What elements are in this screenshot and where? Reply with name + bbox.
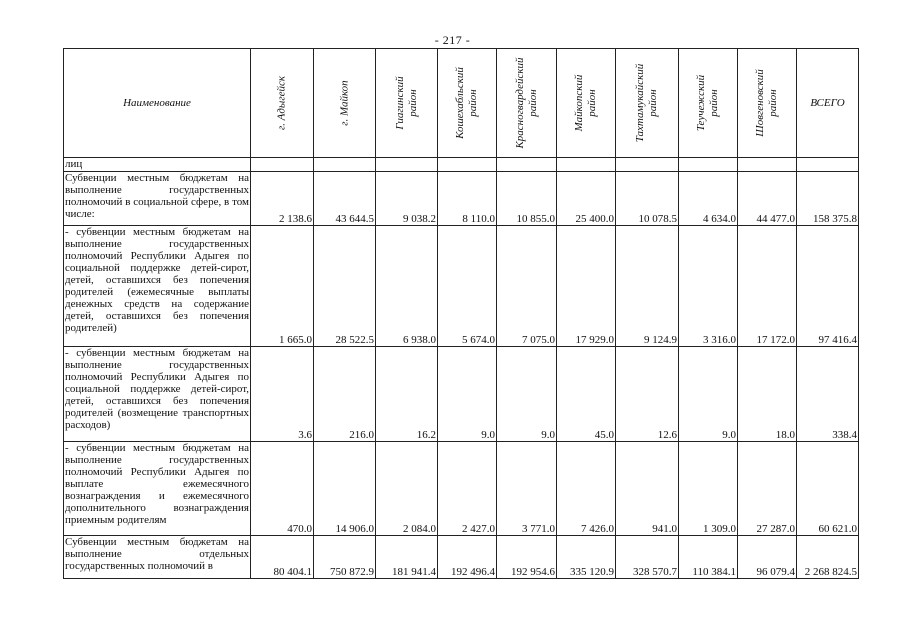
cell-value: 44 477.0 (738, 172, 797, 226)
cell-value: 1 309.0 (679, 442, 738, 536)
cell-value: 941.0 (616, 442, 679, 536)
page-number: - 217 - (434, 33, 471, 47)
table-row (64, 536, 859, 579)
column-header-total: ВСЕГО (797, 49, 859, 158)
cell-value: 192 954.6 (497, 536, 557, 579)
column-header-district: Тахтамукайский район (616, 49, 679, 158)
cell-value: 3.6 (251, 347, 314, 442)
table-row (64, 226, 859, 347)
cell-value: 12.6 (616, 347, 679, 442)
cell-total: 158 375.8 (797, 172, 859, 226)
cell-value: 8 110.0 (438, 172, 497, 226)
cell-value: 14 906.0 (314, 442, 376, 536)
cell-value: 2 084.0 (376, 442, 438, 536)
cell-value: 2 138.6 (251, 172, 314, 226)
row-name: Субвенции местным бюджетам на выполнение отдельных государственных полномочий в (64, 536, 251, 579)
header-row (64, 49, 859, 158)
table-row (64, 158, 859, 172)
cell-value: 3 316.0 (679, 226, 738, 347)
column-header-name: Наименование (64, 49, 251, 158)
cell-value: 4 634.0 (679, 172, 738, 226)
cell-total (797, 158, 859, 172)
cell-value: 2 427.0 (438, 442, 497, 536)
cell-value (438, 158, 497, 172)
cell-value: 181 941.4 (376, 536, 438, 579)
cell-value: 80 404.1 (251, 536, 314, 579)
row-name: - субвенции местным бюджетам на выполнение государственных полномочий Республики Адыгея по социальной поддержке детей-сирот, детей, оставшихся без попечения родителей (возмещение транспортных расходов) (64, 347, 251, 442)
column-header-district: Майкопский район (557, 49, 616, 158)
cell-value: 25 400.0 (557, 172, 616, 226)
cell-value: 5 674.0 (438, 226, 497, 347)
cell-value: 9.0 (497, 347, 557, 442)
cell-value (738, 158, 797, 172)
row-name: - субвенции местным бюджетам на выполнение государственных полномочий Республики Адыгея по социальной поддержке детей-сирот, детей, оставшихся без попечения родителей (ежемесячные выплаты денежных средств на содержание детей, оставшихся без попечения родителей) (64, 226, 251, 347)
cell-value: 1 665.0 (251, 226, 314, 347)
cell-value: 750 872.9 (314, 536, 376, 579)
cell-value: 470.0 (251, 442, 314, 536)
column-header-district: Красногвардейский район (497, 49, 557, 158)
cell-value: 45.0 (557, 347, 616, 442)
cell-value (314, 158, 376, 172)
cell-value (616, 158, 679, 172)
cell-value: 9 124.9 (616, 226, 679, 347)
cell-value: 17 929.0 (557, 226, 616, 347)
cell-value: 6 938.0 (376, 226, 438, 347)
row-name: - субвенции местным бюджетам на выполнение государственных полномочий Республики Адыгея по выплате ежемесячного вознаграждения и ежемесячного дополнительного вознаграждения приемным родителям (64, 442, 251, 536)
cell-value: 7 075.0 (497, 226, 557, 347)
cell-value: 192 496.4 (438, 536, 497, 579)
cell-total: 97 416.4 (797, 226, 859, 347)
table-row (64, 442, 859, 536)
cell-value (376, 158, 438, 172)
cell-value: 17 172.0 (738, 226, 797, 347)
cell-value: 27 287.0 (738, 442, 797, 536)
cell-value: 335 120.9 (557, 536, 616, 579)
cell-value: 28 522.5 (314, 226, 376, 347)
table-row (64, 172, 859, 226)
column-header-district: г. Майкоп (314, 49, 376, 158)
cell-value: 10 078.5 (616, 172, 679, 226)
cell-value (497, 158, 557, 172)
cell-value: 3 771.0 (497, 442, 557, 536)
table-row (64, 347, 859, 442)
column-header-district: Теучежский район (679, 49, 738, 158)
column-header-district: Кошехабльский район (438, 49, 497, 158)
cell-value: 10 855.0 (497, 172, 557, 226)
cell-total: 338.4 (797, 347, 859, 442)
cell-total: 2 268 824.5 (797, 536, 859, 579)
cell-value: 43 644.5 (314, 172, 376, 226)
cell-value (251, 158, 314, 172)
column-header-district: Шовгеновский район (738, 49, 797, 158)
row-name: Субвенции местным бюджетам на выполнение государственных полномочий в социальной сфере, в том числе: (64, 172, 251, 226)
cell-value: 9 038.2 (376, 172, 438, 226)
cell-total: 60 621.0 (797, 442, 859, 536)
cell-value: 110 384.1 (679, 536, 738, 579)
cell-value: 9.0 (438, 347, 497, 442)
row-name: лиц (64, 158, 251, 172)
cell-value: 96 079.4 (738, 536, 797, 579)
cell-value: 16.2 (376, 347, 438, 442)
cell-value: 9.0 (679, 347, 738, 442)
cell-value: 7 426.0 (557, 442, 616, 536)
cell-value (679, 158, 738, 172)
cell-value: 216.0 (314, 347, 376, 442)
cell-value: 18.0 (738, 347, 797, 442)
budget-table (63, 48, 859, 579)
cell-value: 328 570.7 (616, 536, 679, 579)
column-header-district: Гиагинский район (376, 49, 438, 158)
column-header-district: г. Адыгейск (251, 49, 314, 158)
cell-value (557, 158, 616, 172)
